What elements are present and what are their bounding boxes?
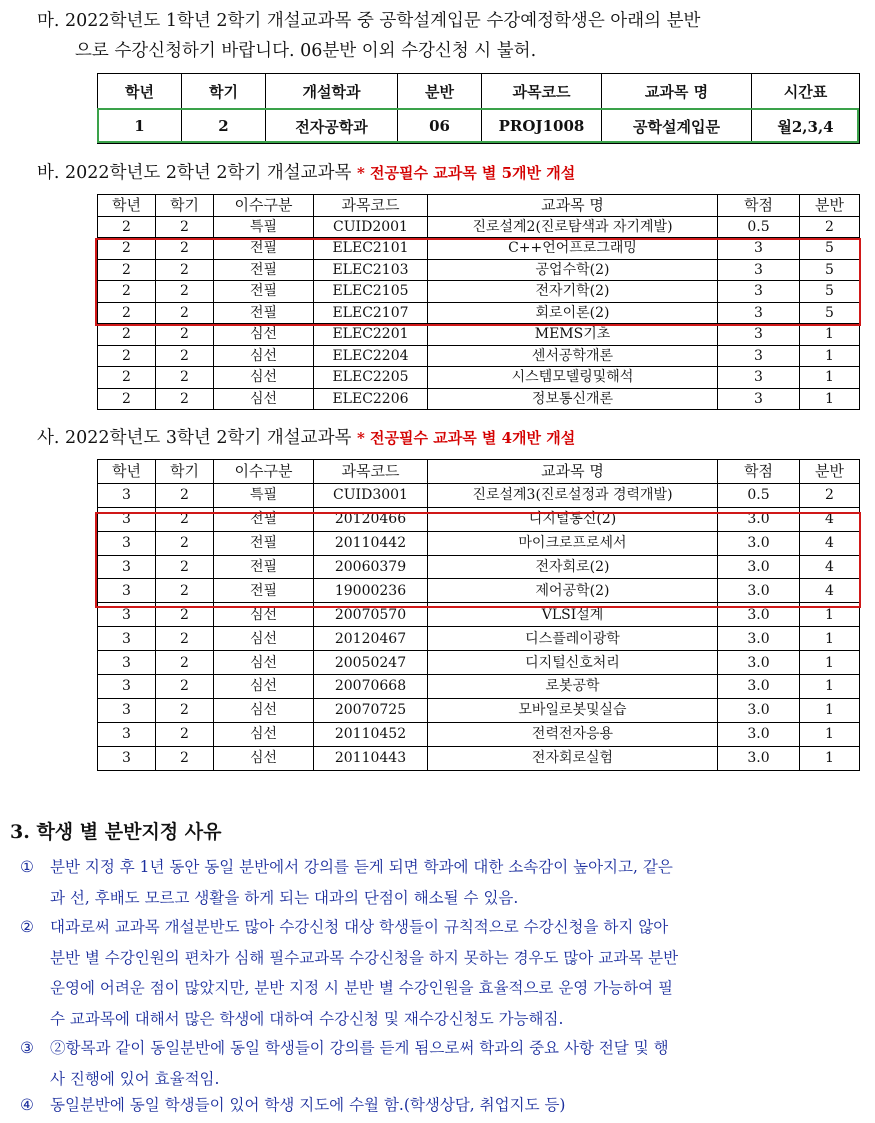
table-cell: 심선 [214, 651, 314, 675]
table-cell: 0.5 [718, 216, 800, 238]
table-cell: 시스템모델링및해석 [428, 367, 718, 389]
table-row [98, 216, 860, 238]
reason-line: 과 선, 후배도 모르고 생활을 하게 되는 대과의 단점이 해소될 수 있음. [50, 888, 519, 907]
table-row [98, 651, 860, 675]
table-row [98, 722, 860, 746]
table-cell: 디지털신호처리 [428, 651, 718, 675]
table-cell: 전필 [214, 579, 314, 603]
table-header-cell: 학년 [98, 460, 156, 484]
table-cell: 3.0 [718, 507, 800, 531]
table-cell: 심선 [214, 324, 314, 346]
table-cell: 4 [800, 531, 860, 555]
table-cell: 특필 [214, 483, 314, 507]
table-header-row [98, 460, 860, 484]
table-cell: 심선 [214, 746, 314, 770]
table-cell: 3 [98, 627, 156, 651]
table-cell: ELEC2105 [314, 281, 428, 303]
table-cell: 모바일로봇및실습 [428, 698, 718, 722]
table-header-cell: 교과목 명 [428, 195, 718, 217]
table-cell: 2 [156, 555, 214, 579]
reason-number: ④ [20, 1096, 34, 1114]
table-cell: 3.0 [718, 722, 800, 746]
table-cell: 2 [156, 531, 214, 555]
table-cell: 3 [98, 651, 156, 675]
table-cell: 2 [156, 259, 214, 281]
section-3-title: 3. 학생 별 분반지정 사유 [10, 821, 222, 843]
table-cell: 2 [156, 238, 214, 260]
table-cell: 4 [800, 555, 860, 579]
table-cell: ELEC2206 [314, 388, 428, 410]
table-header-cell: 교과목 명 [428, 460, 718, 484]
table-cell: 2 [156, 675, 214, 699]
table-header-cell: 학점 [718, 195, 800, 217]
table-cell: 2 [156, 507, 214, 531]
table-cell: 2 [98, 388, 156, 410]
table-cell: 디지털통신(2) [428, 507, 718, 531]
table-cell: 1 [800, 367, 860, 389]
table-cell: 센서공학개론 [428, 345, 718, 367]
table-row [98, 675, 860, 699]
table-cell: 20050247 [314, 651, 428, 675]
table-cell: 5 [800, 238, 860, 260]
section-sa-heading [37, 424, 575, 449]
table-cell: 3 [98, 483, 156, 507]
table-cell: 2 [98, 345, 156, 367]
reason-line: ②항목과 같이 동일분반에 동일 학생들이 강의를 듣게 됨으로써 학과의 중요 사항 전달 및 행 [50, 1039, 669, 1057]
table-header-cell: 학기 [156, 195, 214, 217]
table-cell: 심선 [214, 388, 314, 410]
table-cell: 심선 [214, 722, 314, 746]
table-cell: 3 [98, 507, 156, 531]
table-cell: 전필 [214, 238, 314, 260]
reason-item [20, 912, 862, 1034]
table-cell: 3 [718, 281, 800, 303]
reason-line: 운영에 어려운 점이 많았지만, 분반 지정 시 분반 별 수강인원을 효율적으로 운영 가능하여 필 [50, 979, 673, 997]
table-cell: 3 [98, 746, 156, 770]
reason-item [20, 852, 862, 913]
table-header-cell: 학년 [98, 74, 182, 109]
table-cell: 전필 [214, 281, 314, 303]
table-cell: 2 [800, 483, 860, 507]
table-cell: 2 [156, 698, 214, 722]
table-cell: 공업수학(2) [428, 259, 718, 281]
reason-number: ① [20, 858, 34, 876]
reason-item [20, 1033, 862, 1094]
table-header-cell: 학년 [98, 195, 156, 217]
table-row [98, 109, 860, 144]
table-cell: 1 [800, 627, 860, 651]
table-cell: 전필 [214, 531, 314, 555]
table-row [98, 238, 860, 260]
table-cell: CUID2001 [314, 216, 428, 238]
table-cell: 전력전자응용 [428, 722, 718, 746]
table-row [98, 345, 860, 367]
table-cell: ELEC2201 [314, 324, 428, 346]
table-cell: 3.0 [718, 675, 800, 699]
table-cell: ELEC2101 [314, 238, 428, 260]
table-cell: 진로설계2(진로탐색과 자기계발) [428, 216, 718, 238]
section-ba-title: 바. 2022학년도 2학년 2학기 개설교과목 [37, 163, 352, 183]
table-cell: 2 [156, 483, 214, 507]
table-cell: 제어공학(2) [428, 579, 718, 603]
table-header-cell: 개설학과 [266, 74, 398, 109]
table-row [98, 555, 860, 579]
table-cell: 2 [98, 281, 156, 303]
table-cell: 진로설계3(진로설정과 경력개발) [428, 483, 718, 507]
table-row [98, 627, 860, 651]
class-assignment-table [97, 73, 860, 144]
table-cell: 4 [800, 507, 860, 531]
table-cell: 20120466 [314, 507, 428, 531]
table-header-cell: 시간표 [752, 74, 860, 109]
table-cell: 3.0 [718, 627, 800, 651]
table-cell: 3 [718, 367, 800, 389]
table-cell: 3 [98, 579, 156, 603]
table-cell: 2 [98, 367, 156, 389]
table-cell: 심선 [214, 367, 314, 389]
table-cell: 1 [800, 698, 860, 722]
table-cell: 전필 [214, 507, 314, 531]
table-cell: 2 [156, 216, 214, 238]
table-header-cell: 과목코드 [314, 195, 428, 217]
table-cell: 20110442 [314, 531, 428, 555]
table-cell: 정보통신개론 [428, 388, 718, 410]
reason-line: 수 교과목에 대해서 많은 학생에 대하여 수강신청 및 재수강신청도 가능해짐. [50, 1009, 564, 1028]
table-cell: 1 [800, 603, 860, 627]
table-cell: 20110443 [314, 746, 428, 770]
second-year-course-table [97, 194, 860, 410]
table-cell: 5 [800, 281, 860, 303]
table-cell: 2 [156, 603, 214, 627]
third-year-course-table [97, 459, 860, 771]
table-cell: 3 [98, 698, 156, 722]
table-cell: 로봇공학 [428, 675, 718, 699]
table-cell: 2 [98, 302, 156, 324]
table-cell: 20120467 [314, 627, 428, 651]
table-cell: 3.0 [718, 555, 800, 579]
table-header-cell: 이수구분 [214, 460, 314, 484]
reason-item [20, 1090, 862, 1121]
table-row [98, 531, 860, 555]
table-row [98, 281, 860, 303]
table-cell: 3 [98, 603, 156, 627]
table-cell: 5 [800, 259, 860, 281]
table-cell: 심선 [214, 675, 314, 699]
reason-number: ② [20, 918, 34, 936]
table-cell: 2 [98, 216, 156, 238]
section-sa-note: * 전공필수 교과목 별 4개반 개설 [356, 429, 576, 447]
table-cell: 3 [718, 388, 800, 410]
table-header-cell: 분반 [800, 460, 860, 484]
table-row [98, 507, 860, 531]
table-cell: 20060379 [314, 555, 428, 579]
table-cell: 2 [156, 281, 214, 303]
table-header-cell: 이수구분 [214, 195, 314, 217]
reason-line: 분반 별 수강인원의 편차가 심해 필수교과목 수강신청을 하지 못하는 경우도 많아 교과목 분반 [50, 948, 679, 967]
table-cell: 06 [398, 109, 482, 144]
reason-line: 분반 지정 후 1년 동안 동일 분반에서 강의를 듣게 되면 학과에 대한 소속감이 높아지고, 같은 [50, 858, 673, 876]
table-row [98, 579, 860, 603]
table-cell: 1 [800, 675, 860, 699]
table-row [98, 367, 860, 389]
table-cell: 1 [800, 324, 860, 346]
table-cell: 2 [98, 324, 156, 346]
table-cell: 전자공학과 [266, 109, 398, 144]
table-cell: 0.5 [718, 483, 800, 507]
reason-line: 동일분반에 동일 학생들이 있어 학생 지도에 수월 함.(학생상담, 취업지도 등) [50, 1096, 566, 1114]
table-cell: 전자회로실험 [428, 746, 718, 770]
table-cell: 공학설계입문 [602, 109, 752, 144]
table-cell: 3 [98, 675, 156, 699]
table-row [98, 302, 860, 324]
table-cell: 5 [800, 302, 860, 324]
table-cell: 전필 [214, 259, 314, 281]
table-cell: 2 [156, 651, 214, 675]
table-cell: 3 [718, 259, 800, 281]
reason-line: 대과로써 교과목 개설분반도 많아 수강신청 대상 학생들이 규칙적으로 수강신청을 하지 않아 [50, 918, 669, 936]
table-cell: 2 [156, 345, 214, 367]
table-row [98, 259, 860, 281]
table-cell: 3 [98, 555, 156, 579]
table-cell: 3 [718, 345, 800, 367]
table-cell: MEMS기초 [428, 324, 718, 346]
table-cell: 심선 [214, 698, 314, 722]
table-header-cell: 분반 [398, 74, 482, 109]
table-cell: 20070668 [314, 675, 428, 699]
table-cell: 3 [98, 722, 156, 746]
table-cell: 3.0 [718, 603, 800, 627]
table-cell: 2 [156, 746, 214, 770]
table-cell: 3.0 [718, 698, 800, 722]
table-cell: 20070725 [314, 698, 428, 722]
table-row [98, 698, 860, 722]
table-header-row [98, 74, 860, 109]
table-header-cell: 과목코드 [314, 460, 428, 484]
table-cell: ELEC2204 [314, 345, 428, 367]
table-cell: 3.0 [718, 746, 800, 770]
table-cell: 2 [156, 388, 214, 410]
table-cell: 3 [718, 324, 800, 346]
table-header-cell: 학기 [156, 460, 214, 484]
table-cell: 2 [156, 627, 214, 651]
table-cell: 3 [718, 302, 800, 324]
table-cell: 2 [156, 302, 214, 324]
table-header-cell: 교과목 명 [602, 74, 752, 109]
table-cell: 심선 [214, 345, 314, 367]
table-row [98, 324, 860, 346]
table-cell: 1 [800, 651, 860, 675]
table-cell: ELEC2103 [314, 259, 428, 281]
table-cell: PROJ1008 [482, 109, 602, 144]
table-cell: 월2,3,4 [752, 109, 860, 144]
table-row [98, 388, 860, 410]
table-cell: 마이크로프로세서 [428, 531, 718, 555]
table-header-cell: 학점 [718, 460, 800, 484]
table-row [98, 603, 860, 627]
table-cell: 2 [156, 722, 214, 746]
section-sa-title: 사. 2022학년도 3학년 2학기 개설교과목 [37, 428, 352, 448]
reason-line: 사 진행에 있어 효율적임. [50, 1069, 220, 1088]
table-cell: 3.0 [718, 651, 800, 675]
table-header-cell: 학기 [182, 74, 266, 109]
table-cell: 3 [718, 238, 800, 260]
table-cell: 회로이론(2) [428, 302, 718, 324]
table-cell: 1 [800, 746, 860, 770]
table-cell: 1 [800, 345, 860, 367]
table-cell: 전자기학(2) [428, 281, 718, 303]
table-row [98, 746, 860, 770]
table-cell: 특필 [214, 216, 314, 238]
table-cell: 20110452 [314, 722, 428, 746]
section-ba-heading [37, 159, 575, 184]
table-cell: 3.0 [718, 579, 800, 603]
table-cell: 19000236 [314, 579, 428, 603]
table-cell: C++언어프로그래밍 [428, 238, 718, 260]
table-cell: 심선 [214, 627, 314, 651]
table-cell: VLSI설계 [428, 603, 718, 627]
table-cell: ELEC2205 [314, 367, 428, 389]
table-row [98, 483, 860, 507]
table-cell: ELEC2107 [314, 302, 428, 324]
table-header-row [98, 195, 860, 217]
table-cell: 3.0 [718, 531, 800, 555]
table-cell: 4 [800, 579, 860, 603]
section-ba-note: * 전공필수 교과목 별 5개반 개설 [356, 164, 576, 182]
table-cell: 3 [98, 531, 156, 555]
table-header-cell: 과목코드 [482, 74, 602, 109]
table-cell: 2 [800, 216, 860, 238]
table-cell: 전자회로(2) [428, 555, 718, 579]
table-cell: 심선 [214, 603, 314, 627]
table-cell: 2 [156, 367, 214, 389]
table-cell: 2 [98, 259, 156, 281]
table-cell: 20070570 [314, 603, 428, 627]
section-ma-line1: 마. 2022학년도 1학년 2학기 개설교과목 중 공학설계입문 수강예정학생은 아래의 분반 [37, 11, 701, 31]
table-cell: 1 [800, 722, 860, 746]
section-ma-line2: 으로 수강신청하기 바랍니다. 06분반 이외 수강신청 시 불허. [75, 41, 537, 61]
table-cell: 1 [98, 109, 182, 144]
table-cell: 2 [182, 109, 266, 144]
table-cell: 2 [156, 324, 214, 346]
table-cell: 디스플레이광학 [428, 627, 718, 651]
table-cell: 전필 [214, 302, 314, 324]
table-cell: 2 [98, 238, 156, 260]
table-cell: 전필 [214, 555, 314, 579]
table-header-cell: 분반 [800, 195, 860, 217]
reason-number: ③ [20, 1039, 34, 1057]
table-cell: CUID3001 [314, 483, 428, 507]
table-cell: 1 [800, 388, 860, 410]
table-cell: 2 [156, 579, 214, 603]
